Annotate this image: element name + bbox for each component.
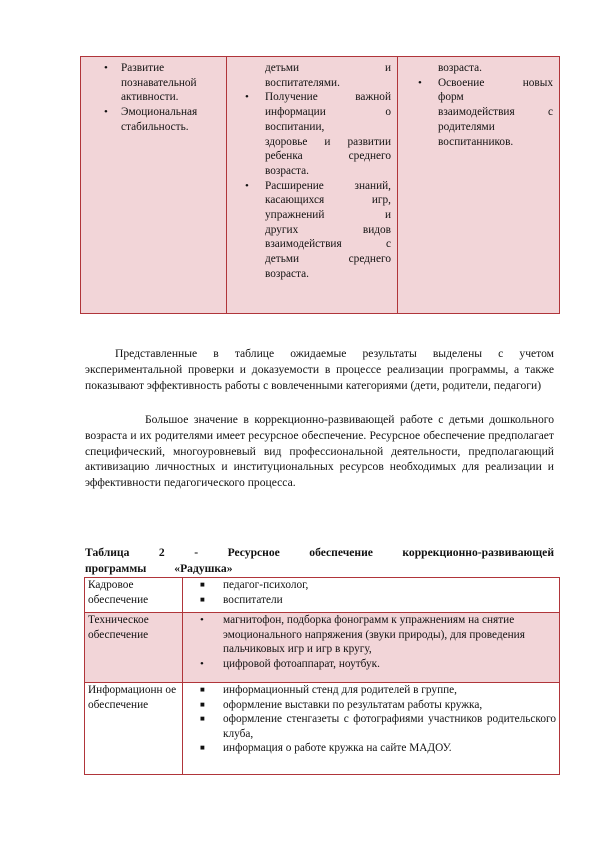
square-bullet-icon: ■ [200, 714, 205, 723]
resource-type-cell: Информационн ое обеспечение [85, 683, 183, 775]
list-item: ■ оформление стенгазеты с фотографиями участников родительского клуба, [200, 713, 556, 740]
table-row [85, 578, 560, 613]
list-item: • магнитофон, подборка фонограмм к упражнениям на снятие эмоционального напряжения (звуки природы), для проведения пальчиковых игр и игр в кругу, [200, 614, 525, 655]
list-item: ■ педагог-психолог, [200, 579, 309, 591]
list-item: • Освоение новых форм взаимодействия с родителями воспитанников. [418, 76, 553, 148]
square-bullet-icon: ■ [200, 685, 205, 694]
bullet-icon: • [245, 91, 249, 104]
bullet-icon: • [418, 76, 422, 89]
resource-table [84, 577, 560, 775]
results-table-continuation [80, 56, 560, 314]
list-item: ■ информационный стенд для родителей в группе, [200, 684, 458, 696]
resource-type-cell: Техническое обеспечение [85, 613, 183, 683]
bullet-icon: • [200, 614, 204, 626]
square-bullet-icon: ■ [200, 594, 205, 604]
list-item: ■ информация о работе кружка на сайте МАДОУ. [200, 742, 452, 754]
results-col-parents: возраста. • Освоение новых форм взаимодействия с родителями воспитанников. [398, 57, 560, 314]
list-item: • Расширение знаний, касающихся игр, упражнений и других видов взаимодействия с детьми среднего возраста. [245, 179, 391, 280]
list-item: ■ воспитатели [200, 593, 283, 606]
table-row [85, 683, 560, 775]
list-item: • Эмоциональная стабильность. [104, 106, 198, 133]
paragraph-expected-results: Представленные в таблице ожидаемые результаты выделены с учетом экспериментальной проверки и доказуемости в процессе реализации программы, а также показывают эффективность работы с вовлеченными категориями (дети, родители, педагоги) [85, 347, 554, 392]
table-caption: Таблица 2 - Ресурсное обеспечение коррекционно-развивающей программы «Радушка» [85, 546, 554, 575]
bullet-icon: • [200, 657, 204, 670]
list-item: • цифровой фотоаппарат, ноутбук. [200, 657, 380, 670]
list-item: • Развитие познавательной активности. [104, 62, 197, 104]
resource-items-cell [183, 613, 560, 683]
resource-items-cell [183, 683, 560, 775]
bullet-icon: • [245, 179, 249, 192]
results-col-teachers: детьми и воспитателями. • Получение важной информации о воспитании, здоровье и развитии ребенка среднего возраста. • Расширение знаний, касающихся игр, упражнений и других видов взаимодействия с детьми среднего возраста. [227, 57, 398, 314]
list-item: ■ оформление выставки по результатам работы кружка, [200, 698, 483, 711]
list-item: • Получение важной информации о воспитании, здоровье и развитии ребенка среднего возраста. [245, 91, 391, 177]
square-bullet-icon: ■ [200, 743, 205, 752]
paragraph-resource-support: Большое значение в коррекционно-развивающей работе с детьми дошкольного возраста и их родителями имеет ресурсное обеспечение. Ресурсное обеспечение предполагает специфический, многоуровневый вид профессиональной деятельности, предполагающий активизацию личностных и институциональных ресурсов необходимых для реализации и эффективности педагогического процесса. [85, 413, 554, 490]
square-bullet-icon: ■ [200, 580, 205, 589]
results-col-children [81, 57, 227, 314]
resource-items-cell [183, 578, 560, 613]
resource-type-cell: Кадровое обеспечение [85, 578, 183, 613]
square-bullet-icon: ■ [200, 699, 205, 709]
table-row [85, 613, 560, 683]
